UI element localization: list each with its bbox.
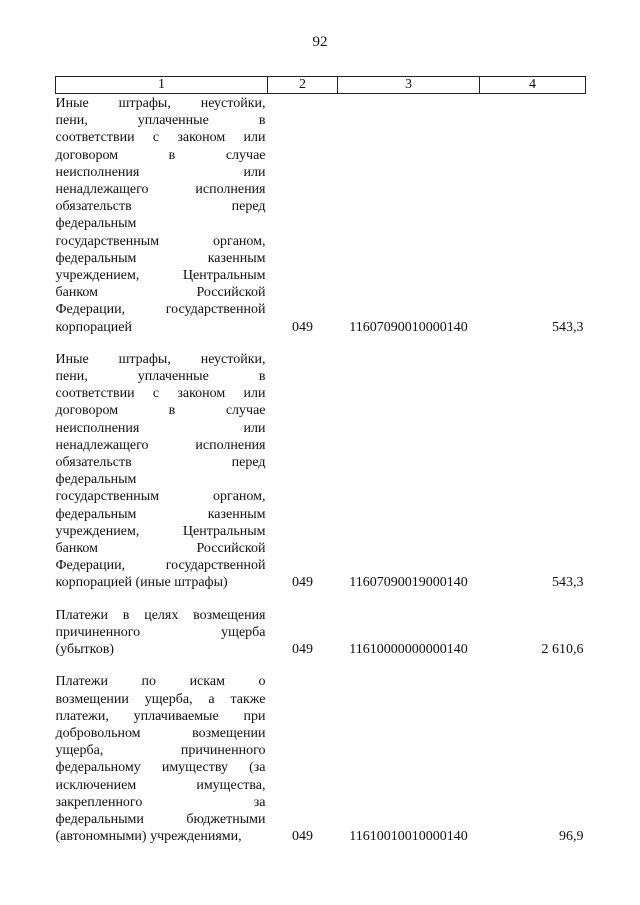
revenue-code-cell: 11610010010000140 bbox=[349, 829, 468, 845]
revenue-name-line: ненадлежащего исполнения bbox=[55, 182, 266, 198]
revenue-name-line: неисполнения или bbox=[55, 420, 266, 436]
revenue-name-line: возмещении ущерба, а также bbox=[55, 691, 266, 707]
column-header-3: 3 bbox=[338, 77, 480, 94]
revenue-name-line: обязательств перед bbox=[55, 455, 266, 471]
revenue-code-cell: 11607090019000140 bbox=[349, 575, 468, 591]
revenue-name-line: соответствии с законом или bbox=[55, 386, 266, 402]
amount-cell: 96,9 bbox=[559, 829, 584, 845]
revenue-name-line: государственным органом, bbox=[55, 489, 266, 505]
column-header-2: 2 bbox=[268, 77, 338, 94]
revenue-name-line: учреждением, Центральным bbox=[55, 268, 266, 284]
revenue-name-line: (автономными) учреждениями, bbox=[55, 829, 242, 845]
header-row bbox=[56, 77, 586, 94]
revenue-code-cell: 11607090010000140 bbox=[349, 319, 468, 335]
revenue-name-cell bbox=[56, 351, 268, 607]
revenue-name-line: соответствии с законом или bbox=[55, 130, 266, 146]
table-row bbox=[56, 351, 586, 607]
column-header-4: 4 bbox=[480, 77, 586, 94]
revenue-name-line: Иные штрафы, неустойки, bbox=[55, 351, 266, 367]
revenue-name-line: исключением имущества, bbox=[55, 777, 266, 793]
revenue-name-line: договором в случае bbox=[55, 147, 266, 163]
amount-cell: 543,3 bbox=[552, 319, 584, 335]
revenue-name-line: пени, уплаченные в bbox=[55, 113, 266, 129]
revenue-name-line: банком Российской bbox=[55, 541, 266, 557]
revenue-name-cell bbox=[56, 607, 268, 674]
revenue-name-line: федеральными бюджетными bbox=[55, 811, 266, 827]
revenue-name-cell bbox=[56, 673, 268, 860]
revenue-name-line: ущерба, причиненного bbox=[55, 743, 266, 759]
revenue-name-line: обязательств перед bbox=[55, 199, 266, 215]
revenue-name-line: Федерации, государственной bbox=[55, 302, 266, 318]
revenue-table bbox=[55, 76, 586, 860]
page-number: 92 bbox=[312, 34, 328, 50]
revenue-name-line: федеральным bbox=[55, 216, 137, 232]
administrator-code-cell: 049 bbox=[292, 829, 313, 845]
amount-cell: 543,3 bbox=[552, 575, 584, 591]
amount-cell: 2 610,6 bbox=[541, 642, 584, 658]
revenue-name-line: причиненного ущерба bbox=[55, 624, 266, 640]
revenue-name-line: корпорацией bbox=[55, 319, 132, 335]
revenue-name-line: федеральным казенным bbox=[55, 506, 266, 522]
administrator-code-cell: 049 bbox=[292, 319, 313, 335]
revenue-name-line: Платежи по искам о bbox=[55, 674, 266, 690]
revenue-name-line: договором в случае bbox=[55, 403, 266, 419]
revenue-name-line: государственным органом, bbox=[55, 233, 266, 249]
revenue-name-line: закрепленного за bbox=[55, 794, 266, 810]
revenue-name-line: ненадлежащего исполнения bbox=[55, 437, 266, 453]
revenue-name-line: федеральным bbox=[55, 472, 137, 488]
revenue-name-line: платежи, уплачиваемые при bbox=[55, 708, 266, 724]
table-row bbox=[56, 607, 586, 674]
revenue-name-line: федеральному имуществу (за bbox=[55, 760, 266, 776]
revenue-name-line: корпорацией (иные штрафы) bbox=[55, 575, 228, 591]
administrator-code-cell: 049 bbox=[292, 575, 313, 591]
revenue-name-line: Федерации, государственной bbox=[55, 558, 266, 574]
column-header-1: 1 bbox=[56, 77, 268, 94]
table-body bbox=[56, 94, 586, 861]
table-row bbox=[56, 673, 586, 860]
revenue-name-line: Платежи в целях возмещения bbox=[55, 607, 266, 623]
revenue-name-line: (убытков) bbox=[55, 642, 114, 658]
revenue-name-cell bbox=[56, 94, 268, 351]
revenue-name-line: банком Российской bbox=[55, 285, 266, 301]
administrator-code-cell: 049 bbox=[292, 642, 313, 658]
revenue-name-line: Иные штрафы, неустойки, bbox=[55, 96, 266, 111]
revenue-name-line: пени, уплаченные в bbox=[55, 369, 266, 385]
revenue-name-line: федеральным казенным bbox=[55, 250, 266, 266]
revenue-name-line: добровольном возмещении bbox=[55, 725, 266, 741]
revenue-name-line: учреждением, Центральным bbox=[55, 523, 266, 539]
revenue-code-cell: 11610000000000140 bbox=[349, 642, 468, 658]
revenue-name-line: неисполнения или bbox=[55, 164, 266, 180]
table-row bbox=[56, 94, 586, 351]
